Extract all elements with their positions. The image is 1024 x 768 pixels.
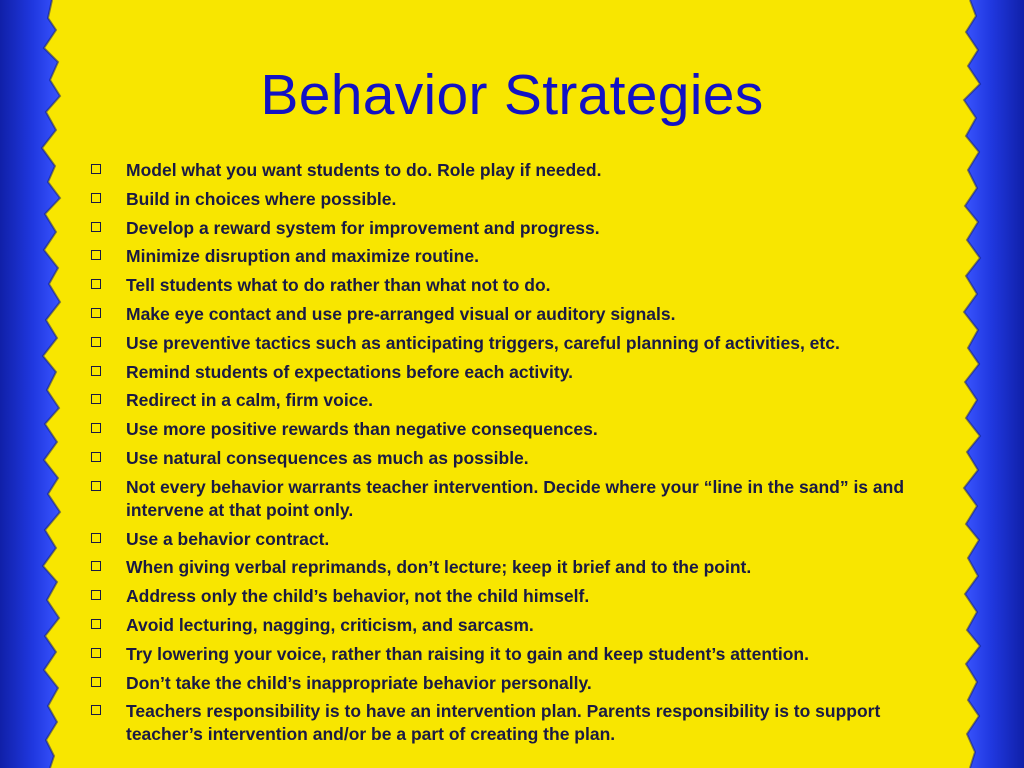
bullet-text: Address only the child’s behavior, not the child himself. bbox=[126, 586, 590, 607]
bullet-text: Build in choices where possible. bbox=[126, 188, 397, 209]
bullet-item bbox=[89, 476, 949, 522]
hollow-square-bullet-icon bbox=[91, 619, 101, 629]
bullet-text: Avoid lecturing, nagging, criticism, and sarcasm. bbox=[126, 614, 534, 635]
hollow-square-bullet-icon bbox=[91, 452, 101, 462]
hollow-square-bullet-icon bbox=[91, 705, 101, 715]
bullet-item bbox=[89, 672, 949, 695]
hollow-square-bullet-icon bbox=[91, 423, 101, 433]
bullet-list bbox=[89, 159, 949, 752]
bullet-text: Remind students of expectations before each activity. bbox=[126, 361, 574, 382]
bullet-item bbox=[89, 447, 949, 470]
hollow-square-bullet-icon bbox=[91, 590, 101, 600]
bullet-item bbox=[89, 700, 949, 746]
bullet-item bbox=[89, 389, 949, 412]
slide-title: Behavior Strategies bbox=[260, 63, 764, 127]
hollow-square-bullet-icon bbox=[91, 308, 101, 318]
bullet-item bbox=[89, 556, 949, 579]
bullet-item bbox=[89, 332, 949, 355]
bullet-item bbox=[89, 643, 949, 666]
bullet-text: Redirect in a calm, firm voice. bbox=[126, 390, 374, 411]
hollow-square-bullet-icon bbox=[91, 250, 101, 260]
bullet-text: Make eye contact and use pre-arranged visual or auditory signals. bbox=[126, 303, 676, 324]
bullet-item bbox=[89, 159, 949, 182]
bullet-text: Don’t take the child’s inappropriate behavior personally. bbox=[126, 672, 592, 693]
bullet-item bbox=[89, 217, 949, 240]
bullet-text: When giving verbal reprimands, don’t lecture; keep it brief and to the point. bbox=[126, 557, 752, 578]
bullet-text: Minimize disruption and maximize routine. bbox=[126, 246, 479, 267]
hollow-square-bullet-icon bbox=[91, 222, 101, 232]
bullet-text: Use natural consequences as much as possible. bbox=[126, 447, 529, 468]
bullet-text: Use a behavior contract. bbox=[126, 528, 330, 549]
hollow-square-bullet-icon bbox=[91, 481, 101, 491]
hollow-square-bullet-icon bbox=[91, 164, 101, 174]
bullet-item bbox=[89, 418, 949, 441]
hollow-square-bullet-icon bbox=[91, 677, 101, 687]
hollow-square-bullet-icon bbox=[91, 648, 101, 658]
bullet-text: Develop a reward system for improvement and progress. bbox=[126, 217, 600, 238]
bullet-text: Not every behavior warrants teacher intervention. Decide where your “line in the sand” is and intervene at that point only. bbox=[126, 476, 905, 520]
hollow-square-bullet-icon bbox=[91, 193, 101, 203]
bullet-item bbox=[89, 188, 949, 211]
hollow-square-bullet-icon bbox=[91, 279, 101, 289]
bullet-item bbox=[89, 245, 949, 268]
hollow-square-bullet-icon bbox=[91, 337, 101, 347]
bullet-item bbox=[89, 614, 949, 637]
bullet-item bbox=[89, 361, 949, 384]
hollow-square-bullet-icon bbox=[91, 366, 101, 376]
bullet-text: Teachers responsibility is to have an intervention plan. Parents responsibility is to support teacher’s intervention and/or be a part of creating the plan. bbox=[126, 701, 881, 745]
bullet-item bbox=[89, 274, 949, 297]
bullet-text: Try lowering your voice, rather than raising it to gain and keep student’s attention. bbox=[126, 643, 809, 664]
hollow-square-bullet-icon bbox=[91, 533, 101, 543]
bullet-text: Tell students what to do rather than what not to do. bbox=[126, 275, 551, 296]
hollow-square-bullet-icon bbox=[91, 561, 101, 571]
hollow-square-bullet-icon bbox=[91, 394, 101, 404]
bullet-text: Use more positive rewards than negative consequences. bbox=[126, 419, 598, 440]
bullet-text: Model what you want students to do. Role play if needed. bbox=[126, 160, 602, 180]
bullet-item bbox=[89, 585, 949, 608]
bullet-item bbox=[89, 303, 949, 326]
bullet-item bbox=[89, 528, 949, 551]
bullet-text: Use preventive tactics such as anticipating triggers, careful planning of activities, etc. bbox=[126, 332, 840, 353]
